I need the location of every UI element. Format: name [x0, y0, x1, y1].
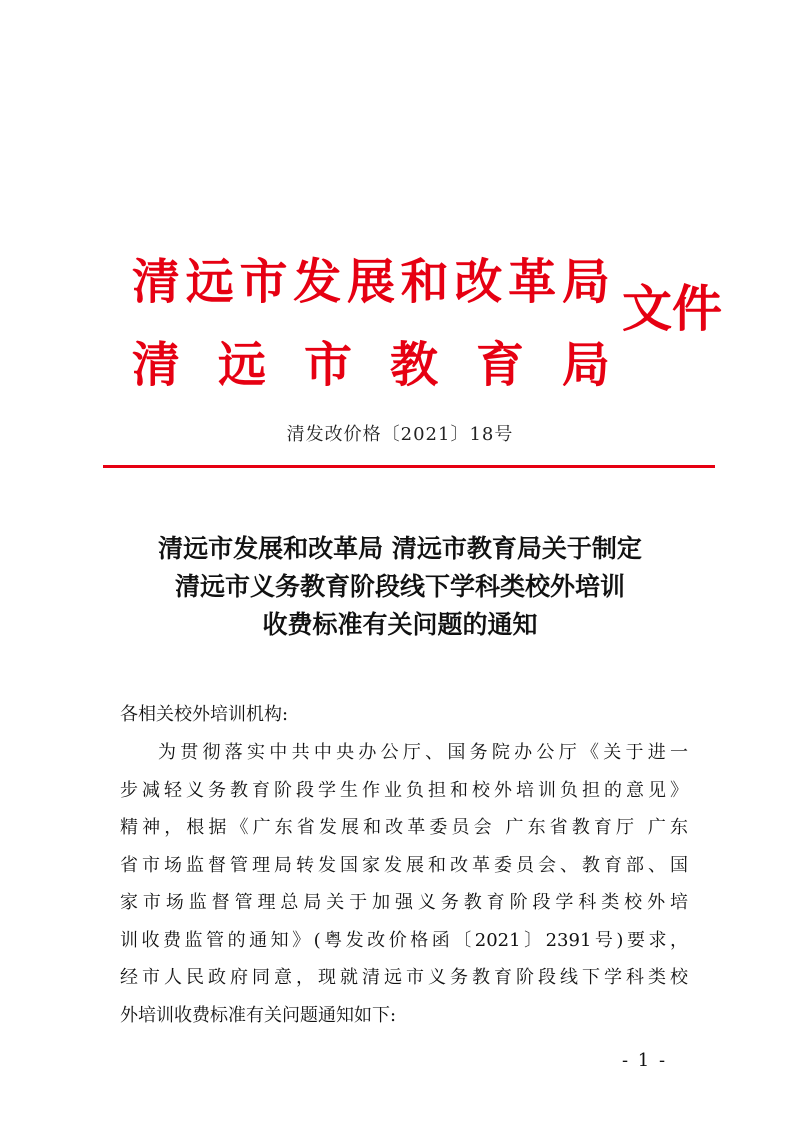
issuer-char: 和 [400, 254, 449, 310]
issuer-char: 远 [217, 337, 266, 393]
body-paragraph [120, 734, 688, 1034]
title-line: 清远市发展和改革局 清远市教育局关于制定 [158, 534, 642, 563]
red-divider-line [103, 465, 715, 468]
issuer-char: 市 [303, 337, 352, 393]
issuer-char: 市 [239, 254, 288, 310]
issuer-char: 远 [185, 254, 234, 310]
document-type-label: 文件 [622, 279, 722, 338]
salutation: 各相关校外培训机构: [120, 704, 289, 725]
issuer-char: 革 [508, 254, 557, 310]
body-line: 家市场监督管理总局关于加强义务教育阶段学科类校外培 [120, 892, 688, 913]
body-line: 精神，根据《广东省发展和改革委员会 广东省教育厅 广东 [120, 817, 688, 838]
issuer-development-reform-bureau [132, 252, 610, 312]
issuer-char: 局 [561, 337, 610, 393]
issuer-char: 清 [132, 337, 181, 393]
page-number: - 1 - [622, 1050, 668, 1071]
body-line: 经市人民政府同意，现就清远市义务教育阶段线下学科类校 [120, 967, 688, 988]
body-line: 为贯彻落实中共中央办公厅、国务院办公厅《关于进一 [158, 742, 688, 763]
issuer-char: 教 [389, 337, 438, 393]
document-masthead [0, 0, 800, 420]
document-title [80, 530, 720, 644]
issuer-char: 育 [475, 337, 524, 393]
issuer-char: 展 [346, 254, 395, 310]
body-line: 省市场监督管理局转发国家发展和改革委员会、教育部、国 [120, 854, 688, 876]
issuer-char: 清 [132, 254, 181, 310]
title-line: 收费标准有关问题的通知 [262, 610, 538, 639]
issuer-char: 发 [293, 254, 342, 310]
body-line: 训收费监管的通知》(粤发改价格函〔2021〕2391号)要求， [120, 929, 688, 951]
issuer-char: 局 [561, 254, 610, 310]
issuer-char: 改 [454, 254, 503, 310]
title-line: 清远市义务教育阶段线下学科类校外培训 [174, 572, 625, 601]
issuer-education-bureau [132, 335, 610, 395]
document-number: 清发改价格〔2021〕18号 [286, 424, 514, 445]
body-line: 步减轻义务教育阶段学生作业负担和校外培训负担的意见》 [120, 779, 688, 801]
body-line: 外培训收费标准有关问题通知如下: [120, 1004, 397, 1026]
